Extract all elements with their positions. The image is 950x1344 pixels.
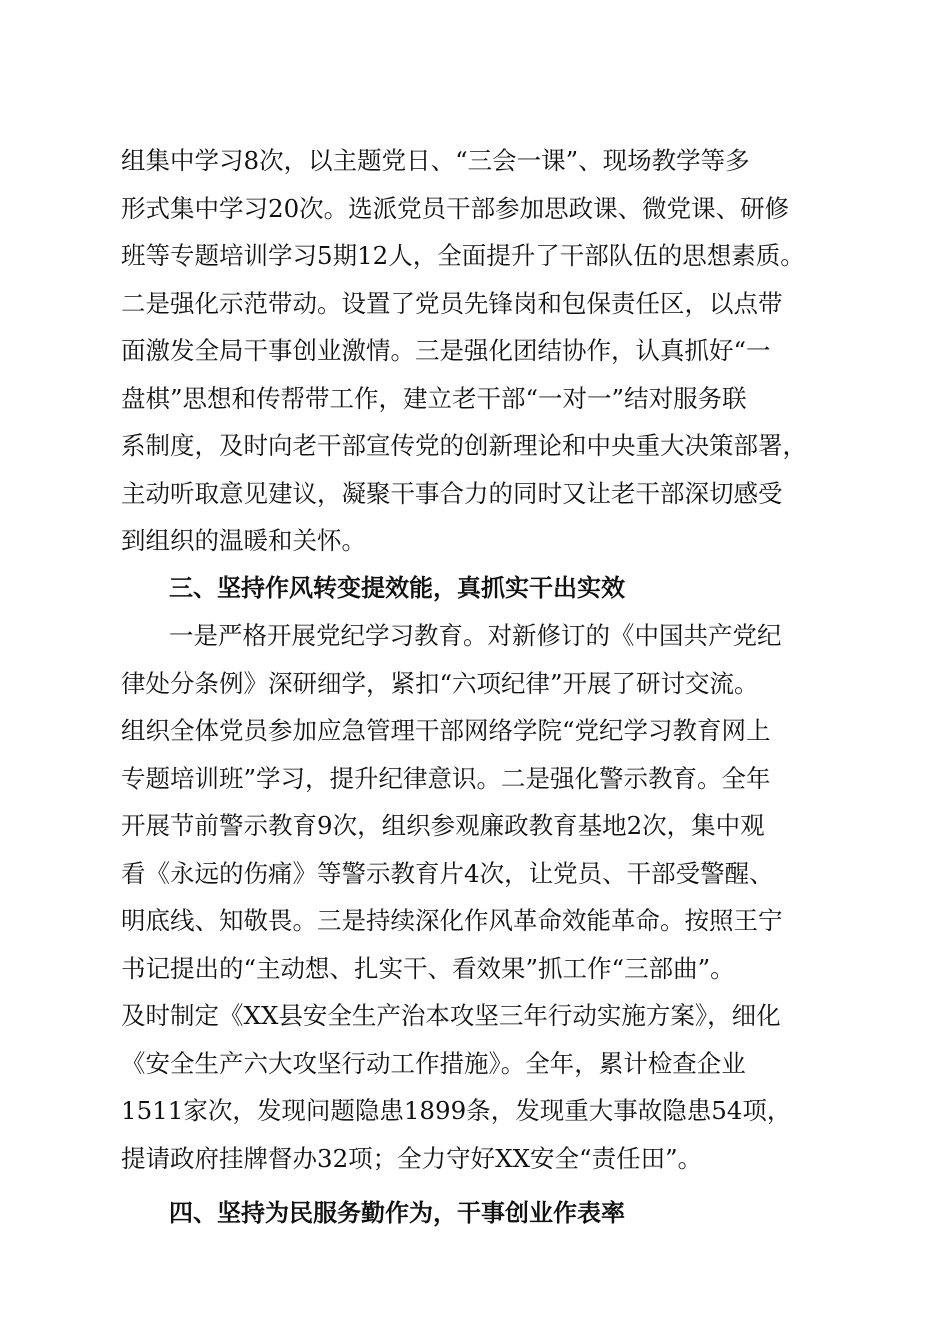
paragraph-line: 律处分条例》深研细学，紧扣“六项纪律”开展了研讨交流。: [121, 668, 759, 698]
paragraph-line: 组织全体党员参加应急管理干部网络学院“党纪学习教育网上: [121, 716, 771, 745]
paragraph-line: 书记提出的“主动想、扎实干、看效果”抓工作“三部曲”。: [121, 953, 735, 983]
paragraph-line: 盘棋”思想和传帮带工作，建立老干部“一对一”结对服务联: [121, 383, 747, 413]
paragraph-line: 1511家次，发现问题隐患1899条，发现重大事故隐患54项，: [121, 1096, 792, 1125]
paragraph-line: 系制度，及时向老干部宣传党的创新理论和中央重大决策部署，: [121, 431, 807, 460]
paragraph-line: 面激发全局干事创业激情。三是强化团结协作，认真抓好“一: [121, 336, 771, 365]
section-heading-4: 四、坚持为民服务勤作为，干事创业作表率: [169, 1199, 625, 1227]
paragraph-line: 组集中学习8次，以主题党日、“三会一课”、现场教学等多: [121, 146, 750, 175]
paragraph-line: 到组织的温暖和关怀。: [121, 526, 366, 555]
paragraph-line: 形式集中学习20次。选派党员干部参加思政课、微党课、研修: [121, 193, 790, 223]
paragraph-line: 班等专题培训学习5期12人，全面提升了干部队伍的思想素质。: [121, 241, 805, 270]
paragraph-line: 及时制定《XX县安全生产治本攻坚三年行动实施方案》，细化: [121, 1001, 781, 1030]
paragraph-line: 二是强化示范带动。设置了党员先锋岗和包保责任区，以点带: [121, 288, 783, 318]
paragraph-line: 提请政府挂牌督办32项；全力守好XX安全“责任田”。: [121, 1143, 703, 1173]
paragraph-line: 《安全生产六大攻坚行动工作措施》。全年，累计检查企业: [121, 1048, 746, 1078]
paragraph-line: 明底线、知敬畏。三是持续深化作风革命效能革命。按照王宁: [121, 906, 783, 935]
paragraph-line: 一是严格开展党纪学习教育。对新修订的《中国共产党纪: [169, 621, 782, 650]
paragraph-line: 开展节前警示教育9次，组织参观廉政教育基地2次，集中观: [121, 811, 765, 840]
paragraph-line: 主动听取意见建议，凝聚干事合力的同时又让老干部深切感受: [121, 478, 783, 508]
document-body: [121, 137, 833, 1238]
paragraph-line: 专题培训班”学习，提升纪律意识。二是强化警示教育。全年: [121, 763, 771, 793]
section-heading-3: 三、坚持作风转变提效能，真抓实干出实效: [169, 573, 625, 602]
paragraph-line: 看《永远的伤痛》等警示教育片4次，让党员、干部受警醒、: [121, 858, 774, 888]
